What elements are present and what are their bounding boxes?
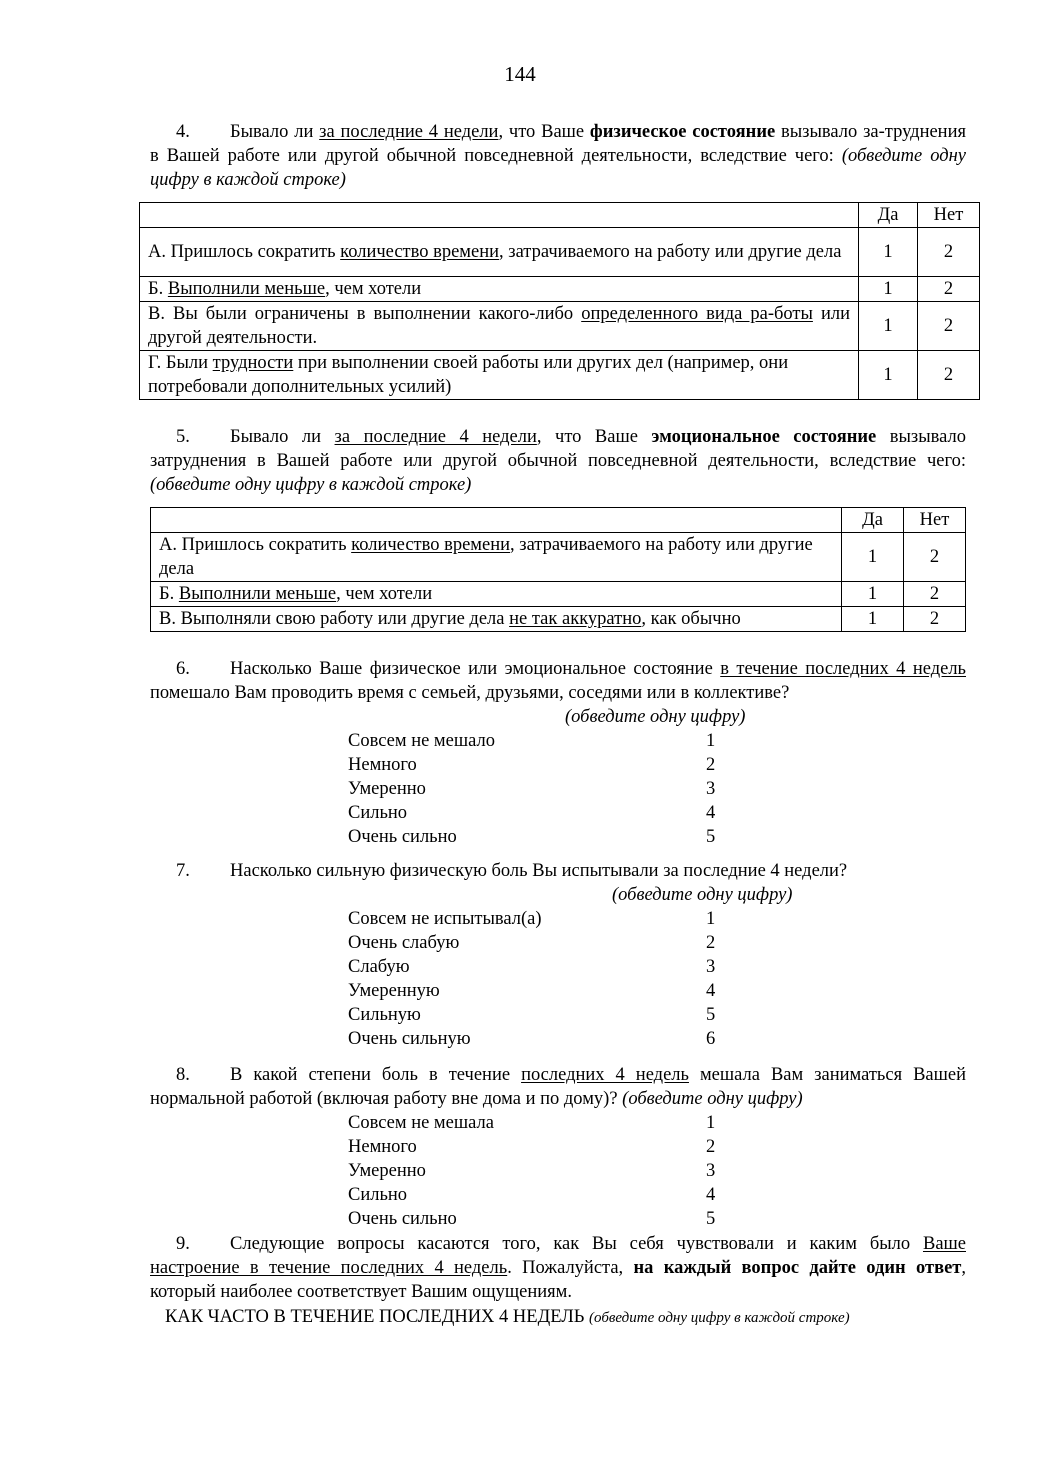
- option-value[interactable]: 3: [706, 1161, 716, 1181]
- no-answer[interactable]: 2: [904, 582, 966, 607]
- option-row[interactable]: [348, 1003, 768, 1027]
- question-number: 4.: [176, 122, 190, 142]
- option-label: Умеренно: [348, 779, 426, 799]
- yes-answer[interactable]: 1: [859, 302, 918, 351]
- option-label: Сильно: [348, 1185, 408, 1205]
- option-label: Умеренную: [348, 981, 440, 1001]
- row-text: Б. Выполнили меньше, чем хотели: [140, 277, 859, 302]
- row-text: Б. Выполнили меньше, чем хотели: [151, 582, 842, 607]
- row-text: А. Пришлось сократить количество времени, затрачиваемого на работу или другие дела: [140, 228, 859, 277]
- no-answer[interactable]: 2: [918, 302, 980, 351]
- yes-answer[interactable]: 1: [842, 607, 904, 632]
- option-value[interactable]: 2: [706, 755, 716, 775]
- instruction-hint: (обведите одну цифру в каждой строке): [150, 475, 472, 495]
- option-label: Сильную: [348, 1005, 421, 1025]
- question-6-text: 6. Насколько Ваше физическое или эмоциональное состояние в течение последних 4 недель помешало Вам проводить время с семьей, друзьями, соседями или в коллективе?: [150, 659, 966, 703]
- no-header: Нет: [918, 203, 980, 228]
- option-value[interactable]: 5: [706, 1005, 716, 1025]
- option-label: Слабую: [348, 957, 410, 977]
- no-answer[interactable]: 2: [918, 277, 980, 302]
- option-value[interactable]: 1: [706, 909, 716, 929]
- option-row[interactable]: [348, 1135, 768, 1159]
- yes-answer[interactable]: 1: [842, 582, 904, 607]
- question-number: 7.: [176, 861, 190, 881]
- table-row: [140, 351, 980, 400]
- no-answer[interactable]: 2: [904, 607, 966, 632]
- row-text: Г. Были трудности при выполнении своей работы или других дел (например, они потребовали дополнительных усилий): [140, 351, 859, 400]
- empty-header-cell: [151, 508, 842, 533]
- option-row[interactable]: [348, 1111, 768, 1135]
- option-label: Очень слабую: [348, 933, 460, 953]
- no-answer[interactable]: 2: [904, 533, 966, 582]
- option-value[interactable]: 5: [706, 1209, 716, 1229]
- option-row[interactable]: [348, 729, 768, 753]
- row-text: В. Вы были ограничены в выполнении какого-либо определенного вида ра-боты или другой деятельности.: [140, 302, 859, 351]
- option-value[interactable]: 2: [706, 1137, 716, 1157]
- option-row[interactable]: [348, 777, 768, 801]
- option-value[interactable]: 1: [706, 1113, 716, 1133]
- caps-heading: КАК ЧАСТО В ТЕЧЕНИЕ ПОСЛЕДНИХ 4 НЕДЕЛЬ: [165, 1307, 590, 1327]
- question-8-text: 8. В какой степени боль в течение последних 4 недель мешала Вам заниматься Вашей нормальной работой (включая работу вне дома и по дому)? (обведите одну цифру): [150, 1065, 966, 1109]
- option-value[interactable]: 3: [706, 779, 716, 799]
- question-number: 5.: [176, 427, 190, 447]
- table-row: [151, 533, 966, 582]
- page-number: 144: [504, 62, 536, 86]
- table-row: [140, 228, 980, 277]
- yes-header: Да: [859, 203, 918, 228]
- question-number: 6.: [176, 659, 190, 679]
- option-value[interactable]: 1: [706, 731, 716, 751]
- option-row[interactable]: [348, 979, 768, 1003]
- question-7-text: 7. Насколько сильную физическую боль Вы испытывали за последние 4 недели?: [150, 859, 966, 883]
- option-label: Совсем не испытывал(а): [348, 909, 542, 929]
- question-5-text: 5. Бывало ли за последние 4 недели, что Ваше эмоциональное состояние вызывало затруднения в Вашей работе или другой обычной повседневной деятельности, вследствие чего: (обведите одну цифру в каждой строке): [150, 427, 966, 495]
- option-value[interactable]: 2: [706, 933, 716, 953]
- option-value[interactable]: 6: [706, 1029, 716, 1049]
- option-value[interactable]: 4: [706, 803, 716, 823]
- option-row[interactable]: [348, 801, 768, 825]
- option-value[interactable]: 3: [706, 957, 716, 977]
- option-row[interactable]: [348, 753, 768, 777]
- option-row[interactable]: [348, 955, 768, 979]
- option-row[interactable]: [348, 1183, 768, 1207]
- instruction-hint: (обведите одну цифру): [565, 707, 746, 727]
- question-8-options: [348, 1111, 768, 1231]
- question-number: 8.: [176, 1065, 190, 1085]
- table-row: [151, 607, 966, 632]
- no-answer[interactable]: 2: [918, 228, 980, 277]
- question-number: 9.: [176, 1234, 190, 1254]
- no-header: Нет: [904, 508, 966, 533]
- row-text: А. Пришлось сократить количество времени, затрачиваемого на работу или другие дела: [151, 533, 842, 582]
- table-row: [140, 277, 980, 302]
- question-5-table: [150, 507, 966, 632]
- option-row[interactable]: [348, 907, 768, 931]
- instruction-hint: (обведите одну цифру в каждой строке): [589, 1310, 850, 1326]
- option-row[interactable]: [348, 1207, 768, 1231]
- option-label: Немного: [348, 1137, 417, 1157]
- yes-answer[interactable]: 1: [859, 351, 918, 400]
- option-value[interactable]: 5: [706, 827, 716, 847]
- yes-answer[interactable]: 1: [859, 228, 918, 277]
- option-label: Совсем не мешало: [348, 731, 495, 751]
- question-7-options: [348, 907, 768, 1051]
- frequency-instruction: [165, 1305, 850, 1330]
- option-value[interactable]: 4: [706, 1185, 716, 1205]
- option-label: Совсем не мешала: [348, 1113, 494, 1133]
- instruction-hint: (обведите одну цифру): [612, 885, 793, 905]
- empty-header-cell: [140, 203, 859, 228]
- question-6-options: [348, 729, 768, 849]
- option-row[interactable]: [348, 1159, 768, 1183]
- question-9-text: 9. Следующие вопросы касаются того, как Вы себя чувствовали и каким было Ваше настроение в течение последних 4 недель. Пожалуйста, на каждый вопрос дайте один ответ, который наиболее соответствует Вашим ощущениям.: [150, 1234, 967, 1302]
- table-row: [140, 302, 980, 351]
- yes-answer[interactable]: 1: [842, 533, 904, 582]
- option-row[interactable]: [348, 825, 768, 849]
- option-label: Немного: [348, 755, 417, 775]
- option-label: Очень сильно: [348, 827, 457, 847]
- instruction-hint: (обведите одну цифру в каждой строке): [150, 146, 966, 190]
- option-row[interactable]: [348, 931, 768, 955]
- no-answer[interactable]: 2: [918, 351, 980, 400]
- option-label: Умеренно: [348, 1161, 426, 1181]
- option-label: Очень сильно: [348, 1209, 457, 1229]
- option-label: Очень сильную: [348, 1029, 471, 1049]
- table-row: [151, 582, 966, 607]
- option-row[interactable]: [348, 1027, 768, 1051]
- instruction-hint: (обведите одну цифру): [622, 1089, 803, 1109]
- question-4-table: [139, 202, 980, 400]
- question-4-text: 4. Бывало ли за последние 4 недели, что Ваше физическое состояние вызывало за-труднения в Вашей работе или другой обычной повседневной деятельности, вследствие чего: (обведите одну цифру в каждой строке): [150, 122, 966, 190]
- yes-answer[interactable]: 1: [859, 277, 918, 302]
- yes-header: Да: [842, 508, 904, 533]
- option-label: Сильно: [348, 803, 408, 823]
- option-value[interactable]: 4: [706, 981, 716, 1001]
- row-text: В. Выполняли свою работу или другие дела не так аккуратно, как обычно: [151, 607, 842, 632]
